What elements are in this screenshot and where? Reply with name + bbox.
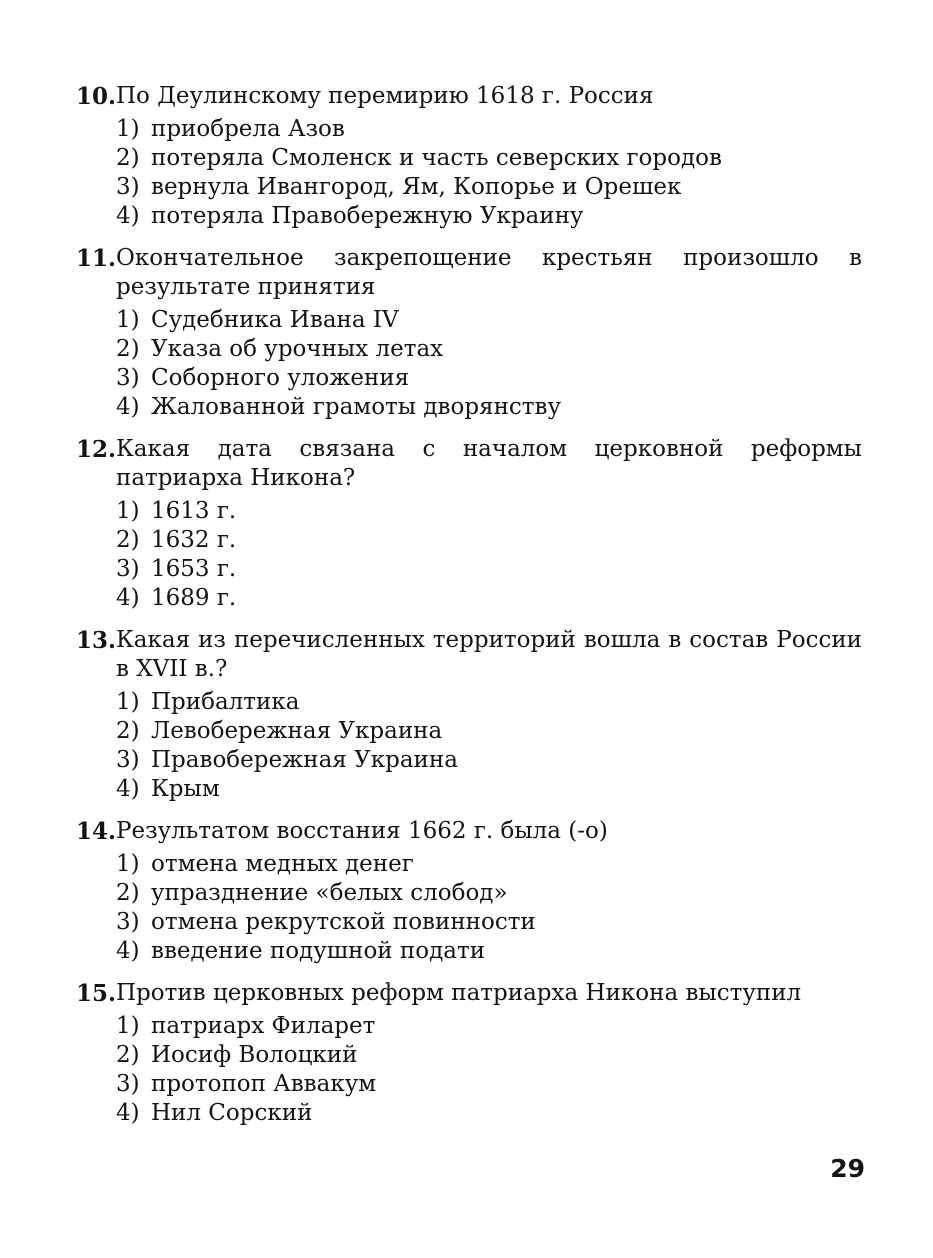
answer-option (76, 144, 862, 173)
option-number: 2) (116, 145, 140, 171)
option-number: 1) (116, 1013, 140, 1039)
answer-option (76, 746, 862, 775)
answer-option (76, 688, 862, 717)
option-text: Крым (151, 776, 220, 802)
option-text: 1689 г. (151, 585, 237, 611)
answer-option (76, 1070, 862, 1099)
answer-option (76, 879, 862, 908)
option-text: потеряла Правобережную Украину (151, 203, 584, 229)
option-text: Жалованной грамоты дворянству (151, 394, 561, 420)
answer-options (76, 850, 862, 966)
question-15 (76, 979, 862, 1128)
option-text: Судебника Ивана IV (151, 307, 399, 333)
answer-option (76, 364, 862, 393)
option-number: 1) (116, 116, 140, 142)
question-number: 10. (76, 83, 117, 110)
answer-option (76, 306, 862, 335)
option-text: протопоп Аввакум (151, 1071, 377, 1097)
question-11 (76, 244, 862, 422)
answer-option (76, 1041, 862, 1070)
option-text: патриарх Филарет (151, 1013, 376, 1039)
answer-option (76, 717, 862, 746)
option-number: 3) (116, 1071, 140, 1097)
option-text: Левобережная Украина (151, 718, 443, 744)
page-number: 29 (830, 1154, 865, 1183)
question-text: Результатом восстания 1662 г. была (-о) (116, 818, 608, 844)
question-12 (76, 435, 862, 613)
option-text: Иосиф Волоцкий (151, 1042, 358, 1068)
option-text: упразднение «белых слобод» (151, 880, 508, 906)
question-14 (76, 817, 862, 966)
option-text: Нил Сорский (151, 1100, 313, 1126)
answer-option (76, 1012, 862, 1041)
option-number: 3) (116, 909, 140, 935)
answer-option (76, 335, 862, 364)
option-text: 1632 г. (151, 527, 237, 553)
option-number: 1) (116, 307, 140, 333)
option-text: Указа об урочных летах (151, 336, 444, 362)
question-number: 11. (76, 245, 117, 272)
answer-options (76, 688, 862, 804)
option-number: 4) (116, 938, 140, 964)
option-number: 4) (116, 1100, 140, 1126)
answer-option (76, 775, 862, 804)
question-number: 13. (76, 627, 117, 654)
answer-options (76, 497, 862, 613)
option-number: 1) (116, 851, 140, 877)
option-text: отмена медных денег (151, 851, 414, 877)
option-number: 2) (116, 718, 140, 744)
option-number: 2) (116, 336, 140, 362)
answer-option (76, 173, 862, 202)
question-number: 15. (76, 980, 117, 1007)
answer-option (76, 850, 862, 879)
answer-option (76, 937, 862, 966)
question-text: Против церковных реформ патриарха Никона выступил (116, 980, 802, 1006)
answer-option (76, 555, 862, 584)
option-number: 2) (116, 527, 140, 553)
question-10 (76, 82, 862, 231)
option-text: Соборного уложения (151, 365, 410, 391)
question-number: 14. (76, 818, 117, 845)
answer-option (76, 584, 862, 613)
option-text: вернула Ивангород, Ям, Копорье и Орешек (151, 174, 682, 200)
option-number: 1) (116, 498, 140, 524)
option-number: 4) (116, 394, 140, 420)
question-text: Окончательное закрепощение крестьян произошло в результате принятия (116, 245, 862, 300)
option-number: 4) (116, 203, 140, 229)
question-text: Какая дата связана с началом церковной реформы патриарха Никона? (116, 436, 862, 491)
option-text: потеряла Смоленск и часть северских городов (151, 145, 722, 171)
question-13 (76, 626, 862, 804)
option-text: введение подушной подати (151, 938, 486, 964)
answer-option (76, 908, 862, 937)
option-text: Правобережная Украина (151, 747, 458, 773)
answer-options (76, 1012, 862, 1128)
question-number: 12. (76, 436, 117, 463)
answer-option (76, 497, 862, 526)
option-number: 4) (116, 776, 140, 802)
question-text: Какая из перечисленных территорий вошла в состав России в XVII в.? (116, 627, 862, 682)
question-text: По Деулинскому перемирию 1618 г. Россия (116, 83, 654, 109)
option-number: 3) (116, 747, 140, 773)
option-text: Прибалтика (151, 689, 300, 715)
answer-options (76, 115, 862, 231)
answer-option (76, 1099, 862, 1128)
answer-option (76, 202, 862, 231)
option-text: 1653 г. (151, 556, 237, 582)
answer-options (76, 306, 862, 422)
option-text: отмена рекрутской повинности (151, 909, 536, 935)
option-text: 1613 г. (151, 498, 237, 524)
answer-option (76, 393, 862, 422)
option-number: 2) (116, 880, 140, 906)
option-number: 3) (116, 365, 140, 391)
option-number: 2) (116, 1042, 140, 1068)
answer-option (76, 526, 862, 555)
option-text: приобрела Азов (151, 116, 345, 142)
option-number: 3) (116, 174, 140, 200)
answer-option (76, 115, 862, 144)
option-number: 4) (116, 585, 140, 611)
option-number: 3) (116, 556, 140, 582)
option-number: 1) (116, 689, 140, 715)
